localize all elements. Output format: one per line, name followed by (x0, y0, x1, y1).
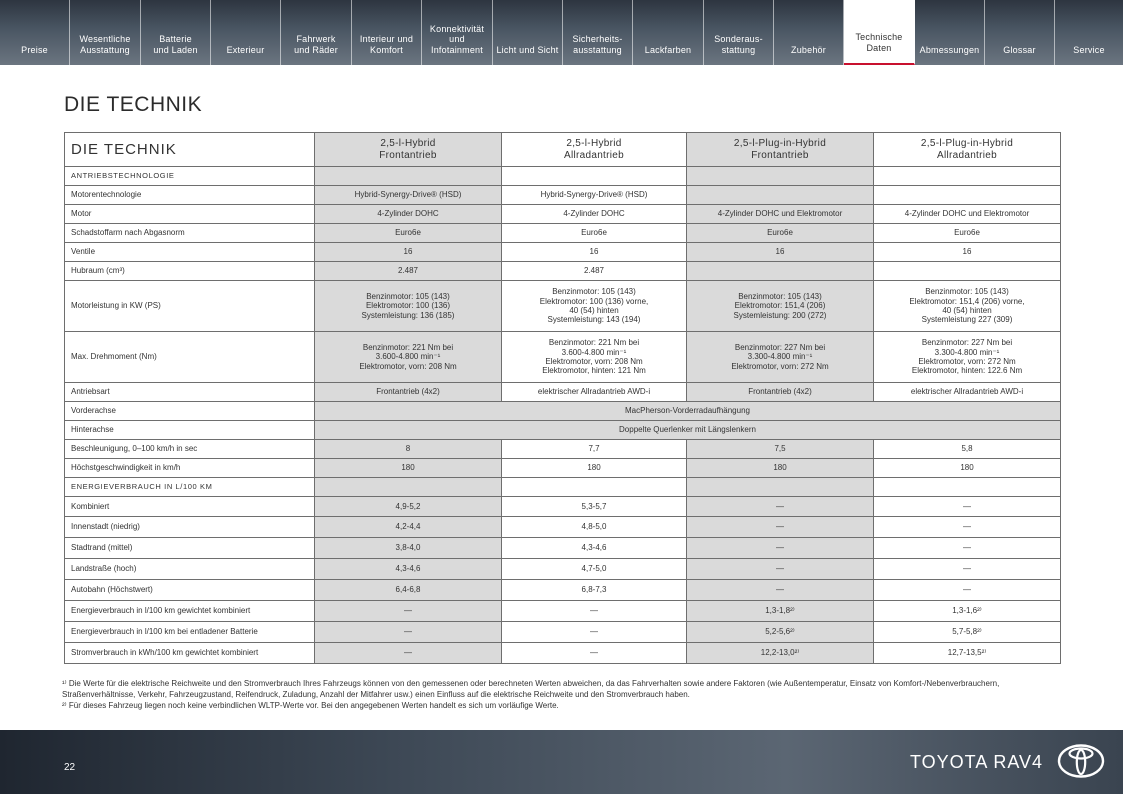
cell-value: 16 (687, 243, 874, 262)
cell-value: — (502, 643, 687, 664)
cell-value: 4,3-4,6 (315, 559, 502, 580)
cell-value: 4,7-5,0 (502, 559, 687, 580)
cell-value: — (502, 601, 687, 622)
cell-value: — (502, 622, 687, 643)
nav-tab-konnektivitaet[interactable]: Konnektivität und Infotainment (422, 0, 493, 65)
table-row (65, 497, 1061, 517)
row-label: Energieverbrauch in l/100 km gewichtet kombiniert (65, 601, 315, 622)
table-row (65, 332, 1061, 383)
cell-value: Doppelte Querlenker mit Längslenkern (315, 421, 1061, 440)
cell-value: 4-Zylinder DOHC und Elektromotor (874, 205, 1061, 224)
table-row (65, 421, 1061, 440)
cell-value: 1,3-1,6²⁾ (874, 601, 1061, 622)
cell-value: 5,2-5,6²⁾ (687, 622, 874, 643)
nav-tab-licht-und-sicht[interactable]: Licht und Sicht (493, 0, 563, 65)
cell-value: 4,3-4,6 (502, 538, 687, 559)
nav-tab-technische-daten[interactable]: Technische Daten (844, 0, 915, 65)
table-row (65, 517, 1061, 538)
row-label: Vorderachse (65, 402, 315, 421)
section-row (65, 478, 1061, 497)
top-navigation (0, 0, 1123, 65)
cell-value: 5,3-5,7 (502, 497, 687, 517)
row-label: Innenstadt (niedrig) (65, 517, 315, 538)
cell-value: — (687, 538, 874, 559)
column-header: 2,5-l-Hybrid Allradantrieb (502, 133, 687, 167)
cell-value: Frontantrieb (4x2) (315, 383, 502, 402)
row-label: Höchstgeschwindigkeit in km/h (65, 459, 315, 478)
column-header: 2,5-l-Plug-in-Hybrid Frontantrieb (687, 133, 874, 167)
cell-value: Hybrid-Synergy-Drive® (HSD) (315, 186, 502, 205)
cell-value (874, 186, 1061, 205)
cell-value: — (687, 580, 874, 601)
cell-value: — (687, 517, 874, 538)
cell-value: Euro6e (687, 224, 874, 243)
cell-value: 6,4-6,8 (315, 580, 502, 601)
nav-tab-wesentliche-ausstattung[interactable]: Wesentliche Ausstattung (70, 0, 141, 65)
footnote-1: ¹⁾ Die Werte für die elektrische Reichweite und den Stromverbrauch Ihres Fahrzeugs können von den gemessenen oder berechneten Werten abweichen, da das Fahrverhalten sowie andere Faktoren (wie Außentemperatur, Einsatz von Komfort-/Nebenverbrauchern, Straßenverhältnisse, Verkehr, Fahrzeugzustand, Reifendruck, Zuladung, Anzahl der Mitfahrer usw.) einen Einfluss auf die elektrische Reichweite und den Stromverbrauch haben. (62, 679, 1000, 699)
cell-value (687, 262, 874, 281)
row-label: Stadtrand (mittel) (65, 538, 315, 559)
row-label: Beschleunigung, 0–100 km/h in sec (65, 440, 315, 459)
row-label: Landstraße (hoch) (65, 559, 315, 580)
cell-value: 16 (502, 243, 687, 262)
table-row (65, 440, 1061, 459)
nav-tab-service[interactable]: Service (1073, 44, 1105, 55)
cell-value: Euro6e (874, 224, 1061, 243)
cell-value: 2.487 (502, 262, 687, 281)
row-label: Energieverbrauch in l/100 km bei entladener Batterie (65, 622, 315, 643)
nav-tab-preise[interactable]: Preise (0, 0, 70, 65)
cell-value: — (874, 517, 1061, 538)
cell-value: Euro6e (315, 224, 502, 243)
cell-value: — (315, 601, 502, 622)
table-row (65, 601, 1061, 622)
cell-value: elektrischer Allradantrieb AWD-i (502, 383, 687, 402)
table-header-row (65, 133, 1061, 167)
cell-value: — (874, 580, 1061, 601)
nav-tab-zubehoer[interactable]: Zubehör (774, 0, 844, 65)
cell-value: Hybrid-Synergy-Drive® (HSD) (502, 186, 687, 205)
cell-value: — (687, 559, 874, 580)
cell-value: 4-Zylinder DOHC und Elektromotor (687, 205, 874, 224)
cell-value: 2.487 (315, 262, 502, 281)
cell-value: 12,7-13,5²⁾ (874, 643, 1061, 664)
table-row (65, 622, 1061, 643)
cell-value: 4,8-5,0 (502, 517, 687, 538)
cell-value: Benzinmotor: 221 Nm bei 3.600-4.800 min⁻¹ Elektromotor, vorn: 208 Nm Elektromotor, hinten: 121 Nm (502, 332, 687, 383)
cell-value: 180 (874, 459, 1061, 478)
row-label: Hinterachse (65, 421, 315, 440)
page-number: 22 (64, 762, 76, 773)
brand-name: TOYOTA RAV4 (910, 752, 1044, 772)
table-row (65, 559, 1061, 580)
row-label: Max. Drehmoment (Nm) (65, 332, 315, 383)
cell-value: Benzinmotor: 105 (143) Elektromotor: 100 (136) vorne, 40 (54) hinten Systemleistung: 143 (194) (502, 281, 687, 332)
column-header: 2,5-l-Plug-in-Hybrid Allradantrieb (874, 133, 1061, 167)
nav-tab-exterieur[interactable]: Exterieur (211, 0, 281, 65)
cell-value: 6,8-7,3 (502, 580, 687, 601)
row-label: Stromverbrauch in kWh/100 km gewichtet kombiniert (65, 643, 315, 664)
nav-tab-sonderausstattung[interactable]: Sonderaus- stattung (704, 0, 774, 65)
section-row (65, 167, 1061, 186)
nav-tab-sicherheitsausstattung[interactable]: Sicherheits- ausstattung (563, 0, 633, 65)
table-row (65, 643, 1061, 664)
cell-value: 4,2-4,4 (315, 517, 502, 538)
cell-value: 4-Zylinder DOHC (502, 205, 687, 224)
section-label: ENERGIEVERBRAUCH IN L/100 KM (65, 478, 315, 497)
cell-value: Benzinmotor: 105 (143) Elektromotor: 100 (136) Systemleistung: 136 (185) (315, 281, 502, 332)
footnote-2: ²⁾ Für dieses Fahrzeug liegen noch keine verbindlichen WLTP-Werte vor. Bei den angegebenen Werten handelt es sich um vorläufige Werte. (62, 701, 559, 710)
cell-value (687, 186, 874, 205)
row-label: Hubraum (cm³) (65, 262, 315, 281)
cell-value: 8 (315, 440, 502, 459)
table-row (65, 383, 1061, 402)
cell-value: 7,7 (502, 440, 687, 459)
cell-value: — (874, 559, 1061, 580)
row-label: Autobahn (Höchstwert) (65, 580, 315, 601)
table-row (65, 262, 1061, 281)
row-label: Motorentechnologie (65, 186, 315, 205)
cell-value: 180 (502, 459, 687, 478)
cell-value: 4-Zylinder DOHC (315, 205, 502, 224)
cell-value: Euro6e (502, 224, 687, 243)
cell-value: — (687, 497, 874, 517)
cell-value: 16 (315, 243, 502, 262)
cell-value: 5,8 (874, 440, 1061, 459)
nav-tab-lackfarben[interactable]: Lackfarben (633, 0, 704, 65)
row-label: Motorleistung in KW (PS) (65, 281, 315, 332)
row-label: Motor (65, 205, 315, 224)
row-label: Ventile (65, 243, 315, 262)
cell-value: 4,9-5,2 (315, 497, 502, 517)
cell-value: 180 (315, 459, 502, 478)
nav-tab-fahrwerk-und-raeder[interactable]: Fahrwerk und Räder (281, 0, 352, 65)
cell-value: Benzinmotor: 221 Nm bei 3.600-4.800 min⁻¹ Elektromotor, vorn: 208 Nm (315, 332, 502, 383)
row-label: Kombiniert (65, 497, 315, 517)
cell-value: 16 (874, 243, 1061, 262)
cell-value (874, 262, 1061, 281)
nav-tab-glossar[interactable]: Glossar (985, 0, 1055, 65)
cell-value: 12,2-13,0²⁾ (687, 643, 874, 664)
cell-value: 5,7-5,8²⁾ (874, 622, 1061, 643)
cell-value: 3,8-4,0 (315, 538, 502, 559)
table-row (65, 580, 1061, 601)
nav-tab-abmessungen[interactable]: Abmessungen (915, 0, 985, 65)
row-label: Schadstoffarm nach Abgasnorm (65, 224, 315, 243)
cell-value: Benzinmotor: 105 (143) Elektromotor: 151,4 (206) vorne, 40 (54) hinten Systemleistung 227 (309) (874, 281, 1061, 332)
nav-tab-batterie-und-laden[interactable]: Batterie und Laden (141, 0, 211, 65)
cell-value: — (874, 538, 1061, 559)
table-row (65, 186, 1061, 205)
column-header: 2,5-l-Hybrid Frontantrieb (315, 133, 502, 167)
footnotes (62, 679, 1062, 713)
cell-value: Benzinmotor: 227 Nm bei 3.300-4.800 min⁻¹ Elektromotor, vorn: 272 Nm (687, 332, 874, 383)
table-row (65, 459, 1061, 478)
page-title: DIE TECHNIK (64, 93, 203, 116)
cell-value: Benzinmotor: 105 (143) Elektromotor: 151,4 (206) Systemleistung: 200 (272) (687, 281, 874, 332)
cell-value: 1,3-1,8²⁾ (687, 601, 874, 622)
cell-value: — (315, 622, 502, 643)
table-row (65, 205, 1061, 224)
table-row (65, 243, 1061, 262)
cell-value: — (315, 643, 502, 664)
cell-value: elektrischer Allradantrieb AWD-i (874, 383, 1061, 402)
row-label: Antriebsart (65, 383, 315, 402)
cell-value: — (874, 497, 1061, 517)
cell-value: 7,5 (687, 440, 874, 459)
technical-data-table (64, 132, 1061, 664)
table-row (65, 538, 1061, 559)
toyota-logo-icon (1057, 743, 1105, 779)
section-label: ANTRIEBSTECHNOLOGIE (65, 167, 315, 186)
table-title: DIE TECHNIK (65, 133, 315, 167)
table-row (65, 281, 1061, 332)
cell-value: MacPherson-Vorderradaufhängung (315, 402, 1061, 421)
table-row (65, 402, 1061, 421)
cell-value: Benzinmotor: 227 Nm bei 3.300-4.800 min⁻¹ Elektromotor, vorn: 272 Nm Elektromotor, hinten: 122.6 Nm (874, 332, 1061, 383)
cell-value: 180 (687, 459, 874, 478)
cell-value: Frontantrieb (4x2) (687, 383, 874, 402)
nav-tab-interieur-und-komfort[interactable]: Interieur und Komfort (352, 0, 422, 65)
table-row (65, 224, 1061, 243)
